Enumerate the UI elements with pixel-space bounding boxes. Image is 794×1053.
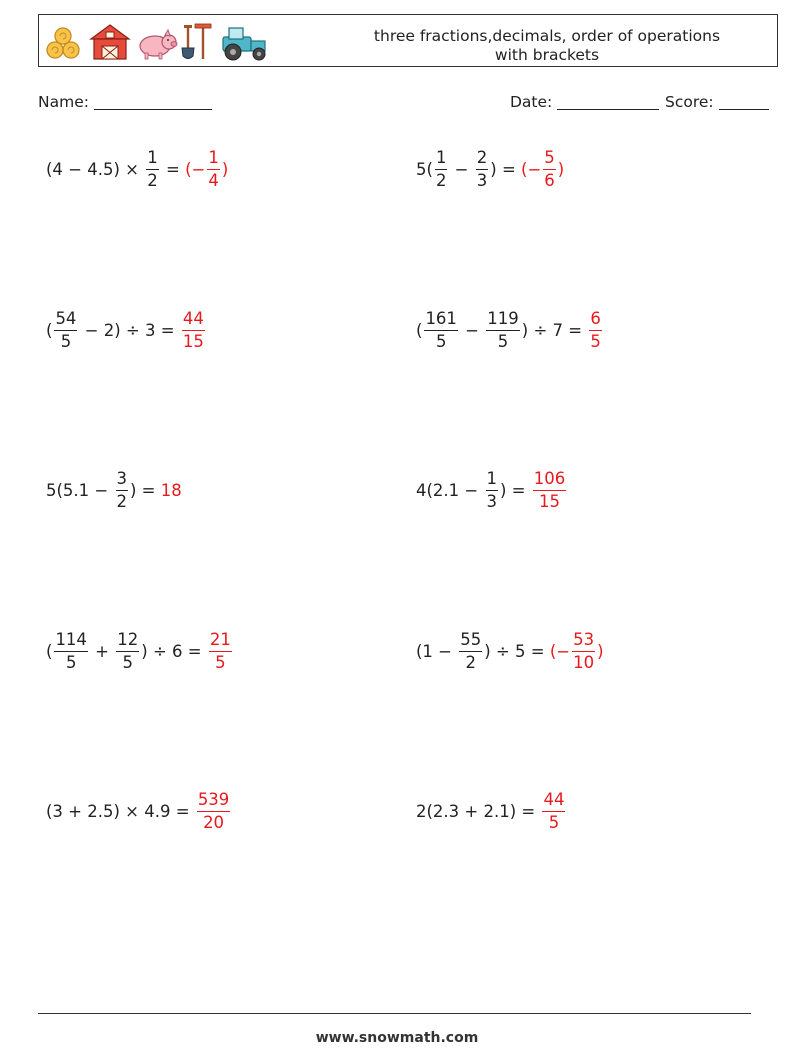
fraction — [459, 630, 482, 673]
answer — [521, 148, 564, 191]
denominator: 20 — [203, 812, 225, 832]
fraction — [146, 148, 159, 191]
numerator: 54 — [54, 309, 77, 331]
answer — [550, 630, 604, 673]
fraction — [589, 309, 602, 352]
answer — [195, 790, 233, 833]
expression-text: ( — [46, 320, 53, 340]
expression-text: (4 − 4.5) × — [46, 159, 145, 179]
pig-icon — [140, 30, 177, 59]
expression-text: 18 — [160, 480, 182, 500]
score-label: Score: — [665, 93, 714, 111]
numerator: 3 — [116, 469, 129, 491]
fraction — [424, 309, 458, 352]
denominator: 15 — [182, 331, 204, 351]
fraction — [572, 630, 595, 673]
denominator: 15 — [539, 491, 561, 511]
answer — [207, 630, 234, 673]
answer — [587, 309, 604, 352]
denominator: 5 — [435, 331, 447, 351]
problem-10 — [416, 781, 567, 841]
fraction — [542, 790, 565, 833]
expression-text: (− — [185, 159, 206, 179]
worksheet-header — [38, 14, 778, 67]
denominator: 5 — [60, 331, 72, 351]
problem-9 — [46, 781, 232, 841]
expression-text: 4(2.1 − — [416, 480, 484, 500]
fraction — [207, 148, 220, 191]
fraction — [486, 469, 499, 512]
footer-divider — [38, 1013, 751, 1014]
numerator: 6 — [589, 309, 602, 331]
hay-bales-icon — [47, 28, 79, 58]
expression-text: − — [449, 159, 474, 179]
numerator: 119 — [486, 309, 520, 331]
score-field[interactable] — [665, 93, 769, 111]
fraction — [54, 630, 88, 673]
denominator: 6 — [544, 170, 555, 190]
fraction — [543, 148, 556, 191]
title-line-2: with brackets — [494, 46, 600, 64]
problem-5 — [46, 460, 182, 520]
denominator: 3 — [476, 170, 488, 190]
expression-text: 5(5.1 − — [46, 480, 114, 500]
numerator: 1 — [207, 148, 220, 170]
numerator: 539 — [197, 790, 231, 812]
problem-6 — [416, 460, 568, 520]
denominator: 10 — [573, 652, 595, 672]
expression-text: (− — [549, 641, 571, 661]
fraction — [182, 309, 205, 352]
date-label: Date: — [510, 93, 553, 111]
expression-text: ) — [597, 641, 604, 661]
numerator: 55 — [459, 630, 482, 652]
problem-7 — [46, 621, 234, 681]
expression-text: ) = — [130, 480, 161, 500]
denominator: 2 — [116, 491, 127, 511]
shovel-and-rake-icon — [182, 24, 211, 59]
fraction — [116, 630, 139, 673]
numerator: 12 — [116, 630, 139, 652]
date-field[interactable] — [510, 93, 659, 111]
numerator: 1 — [146, 148, 159, 170]
name-label: Name: — [38, 93, 89, 111]
expression-text: − 2) ÷ 3 = — [79, 320, 180, 340]
name-blank[interactable] — [94, 93, 212, 110]
numerator: 161 — [424, 309, 458, 331]
numerator: 5 — [543, 148, 556, 170]
fraction — [486, 309, 520, 352]
denominator: 5 — [497, 331, 509, 351]
expression-text: = — [160, 159, 186, 179]
numerator: 1 — [486, 469, 499, 491]
denominator: 5 — [215, 652, 226, 672]
header-icons — [43, 21, 273, 61]
problem-8 — [416, 621, 604, 681]
worksheet-title — [327, 27, 767, 65]
fraction — [116, 469, 129, 512]
answer — [180, 309, 207, 352]
numerator: 1 — [435, 148, 448, 170]
expression-text: ) ÷ 6 = — [141, 641, 207, 661]
expression-text: 2(2.3 + 2.1) = — [416, 801, 541, 821]
expression-text: ) = — [490, 159, 522, 179]
fraction — [197, 790, 231, 833]
fraction — [209, 630, 232, 673]
numerator: 44 — [182, 309, 205, 331]
answer — [161, 481, 182, 500]
numerator: 2 — [476, 148, 489, 170]
problem-2 — [416, 139, 564, 199]
fraction — [476, 148, 489, 191]
denominator: 3 — [486, 491, 497, 511]
denominator: 5 — [548, 812, 560, 832]
answer — [540, 790, 567, 833]
numerator: 53 — [572, 630, 595, 652]
denominator: 5 — [122, 652, 134, 672]
fraction — [435, 148, 448, 191]
denominator: 5 — [590, 331, 601, 351]
numerator: 21 — [209, 630, 232, 652]
footer-url: www.snowmath.com — [315, 1030, 479, 1046]
expression-text: ( — [46, 641, 53, 661]
problem-4 — [416, 300, 604, 360]
denominator: 5 — [65, 652, 77, 672]
name-field[interactable] — [38, 93, 212, 111]
expression-text: ) = — [500, 480, 531, 500]
answer — [185, 148, 228, 191]
tractor-icon — [223, 28, 265, 60]
expression-text: (3 + 2.5) × 4.9 = — [46, 801, 195, 821]
answer — [531, 469, 569, 512]
denominator: 2 — [465, 652, 476, 672]
expression-text: ( — [416, 320, 423, 340]
expression-text: 5( — [416, 159, 433, 179]
expression-text: ) — [221, 159, 229, 179]
problem-3 — [46, 300, 207, 360]
denominator: 2 — [435, 170, 447, 190]
numerator: 114 — [54, 630, 88, 652]
expression-text: (− — [521, 159, 542, 179]
barn-icon — [91, 25, 129, 59]
expression-text: − — [459, 320, 485, 340]
fraction — [54, 309, 77, 352]
date-blank[interactable] — [557, 93, 659, 110]
expression-text: ) ÷ 5 = — [484, 641, 550, 661]
expression-text: (1 − — [416, 641, 458, 661]
denominator: 4 — [208, 170, 219, 190]
numerator: 106 — [533, 469, 567, 491]
problem-1 — [46, 139, 228, 199]
score-blank[interactable] — [719, 93, 769, 110]
title-line-1: three fractions,decimals, order of operations — [373, 27, 721, 45]
expression-text: ) ÷ 7 = — [521, 320, 588, 340]
expression-text: + — [89, 641, 115, 661]
numerator: 44 — [542, 790, 565, 812]
expression-text: ) — [557, 159, 565, 179]
fraction — [533, 469, 567, 512]
denominator: 2 — [147, 170, 158, 190]
